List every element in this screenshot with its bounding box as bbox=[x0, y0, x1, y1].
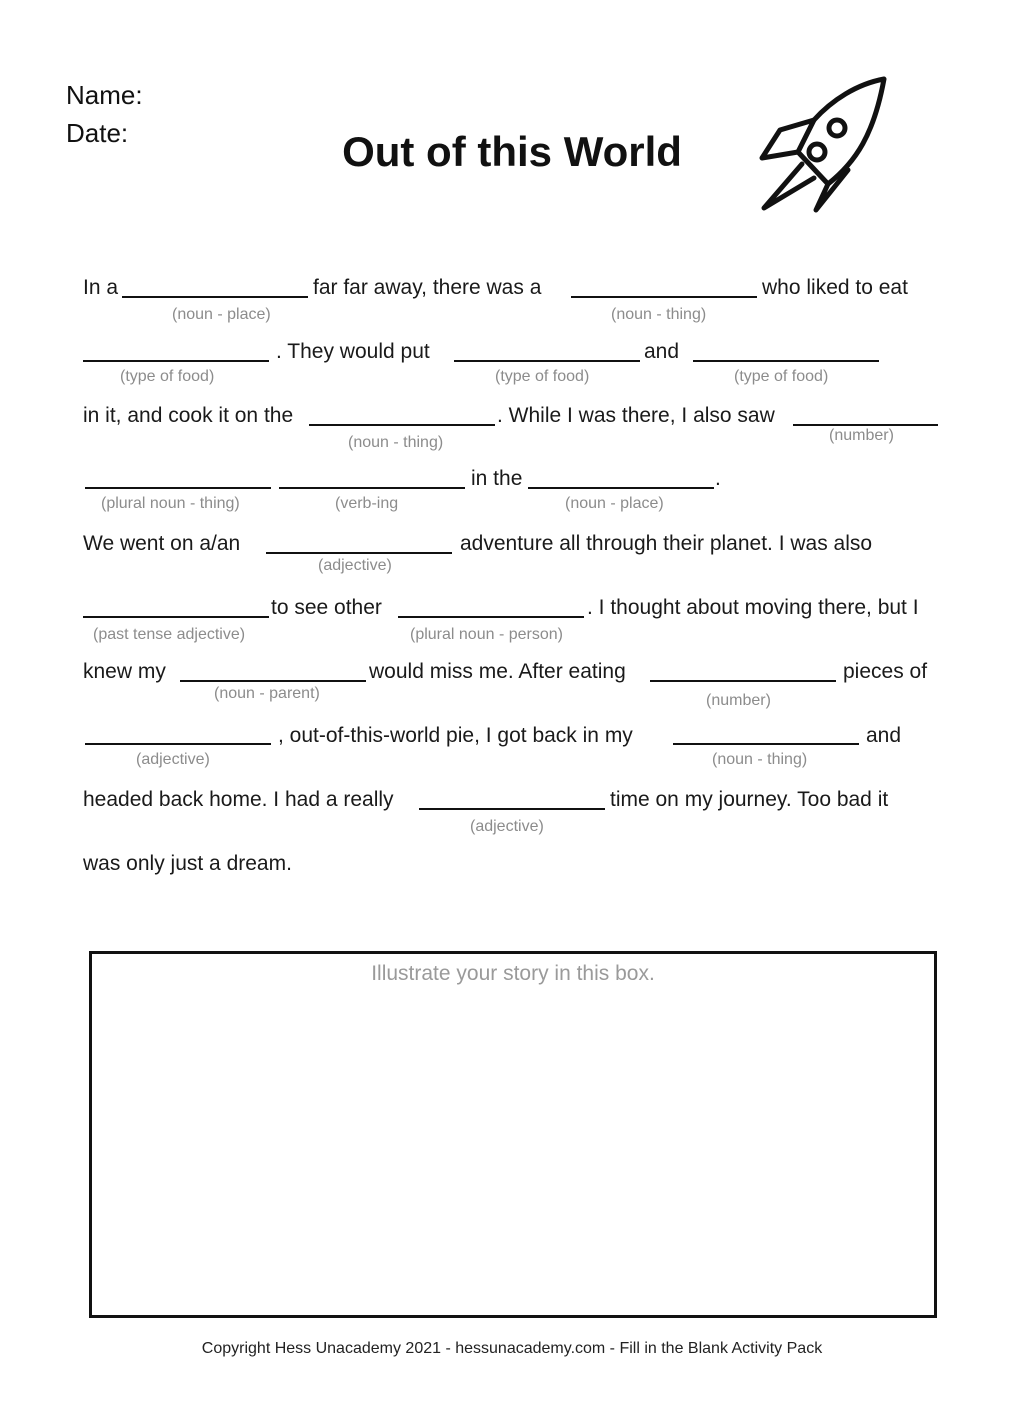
blank-hint: (adjective) bbox=[136, 751, 210, 768]
blank-field[interactable] bbox=[309, 424, 495, 426]
blank-field[interactable] bbox=[266, 552, 452, 554]
blank-hint: (adjective) bbox=[318, 557, 392, 574]
story-text: adventure all through their planet. I was also bbox=[460, 532, 873, 555]
blank-field[interactable] bbox=[693, 360, 879, 362]
story-text: We went on a/an bbox=[83, 532, 241, 555]
story-text: who liked to eat bbox=[762, 276, 908, 299]
story-text: In a bbox=[83, 276, 119, 299]
blank-hint: (plural noun - person) bbox=[410, 626, 563, 643]
date-label: Date: bbox=[66, 118, 129, 148]
blank-field[interactable] bbox=[673, 743, 859, 745]
blank-field[interactable] bbox=[419, 808, 605, 810]
blank-hint: (past tense adjective) bbox=[93, 626, 246, 643]
story-text: knew my bbox=[83, 660, 166, 683]
blank-hint: (type of food) bbox=[495, 368, 590, 385]
blank-hint: (noun - thing) bbox=[611, 306, 707, 323]
blank-hint: (adjective) bbox=[470, 818, 544, 835]
blank-field[interactable] bbox=[83, 616, 269, 618]
name-label: Name: bbox=[66, 80, 143, 110]
rocket-icon bbox=[752, 72, 892, 217]
blank-hint: (noun - place) bbox=[172, 306, 271, 323]
blank-field[interactable] bbox=[528, 487, 714, 489]
story-text: and bbox=[866, 724, 902, 747]
story-text: . bbox=[715, 467, 721, 490]
blank-field[interactable] bbox=[180, 680, 366, 682]
story-text: would miss me. After eating bbox=[369, 660, 626, 683]
blank-hint: (noun - parent) bbox=[214, 685, 320, 702]
story-text: to see other bbox=[271, 596, 382, 619]
story-text: was only just a dream. bbox=[83, 852, 292, 875]
blank-hint: (number) bbox=[829, 427, 894, 444]
blank-hint: (verb-ing bbox=[335, 495, 399, 512]
blank-field[interactable] bbox=[85, 487, 271, 489]
story-text: time on my journey. Too bad it bbox=[610, 788, 889, 811]
footer-copyright: Copyright Hess Unacademy 2021 - hessunacademy.com - Fill in the Blank Activity Pack bbox=[201, 1340, 823, 1357]
blank-field[interactable] bbox=[650, 680, 836, 682]
illustration-caption: Illustrate your story in this box. bbox=[371, 962, 655, 985]
blank-hint: (number) bbox=[706, 692, 771, 709]
story-text: headed back home. I had a really bbox=[83, 788, 394, 811]
blank-field[interactable] bbox=[398, 616, 584, 618]
blank-field[interactable] bbox=[83, 360, 269, 362]
story-text: and bbox=[644, 340, 680, 363]
blank-field[interactable] bbox=[454, 360, 640, 362]
blank-field[interactable] bbox=[793, 424, 938, 426]
illustration-box[interactable] bbox=[89, 951, 937, 1318]
blank-hint: (plural noun - thing) bbox=[101, 495, 240, 512]
blank-hint: (noun - thing) bbox=[348, 434, 444, 451]
blank-field[interactable] bbox=[279, 487, 465, 489]
page-title: Out of this World bbox=[342, 128, 682, 175]
story-text: , out-of-this-world pie, I got back in my bbox=[278, 724, 633, 747]
story-text: . While I was there, I also saw bbox=[497, 404, 775, 427]
story-text: . I thought about moving there, but I bbox=[587, 596, 919, 619]
story-text: pieces of bbox=[843, 660, 928, 683]
blank-hint: (type of food) bbox=[120, 368, 215, 385]
story-text: far far away, there was a bbox=[313, 276, 542, 299]
story-text: in the bbox=[471, 467, 523, 490]
blank-hint: (type of food) bbox=[734, 368, 829, 385]
story-text: . They would put bbox=[276, 340, 430, 363]
blank-field[interactable] bbox=[122, 296, 308, 298]
blank-hint: (noun - place) bbox=[565, 495, 664, 512]
blank-field[interactable] bbox=[85, 743, 271, 745]
blank-field[interactable] bbox=[571, 296, 757, 298]
story-text: in it, and cook it on the bbox=[83, 404, 294, 427]
blank-hint: (noun - thing) bbox=[712, 751, 808, 768]
